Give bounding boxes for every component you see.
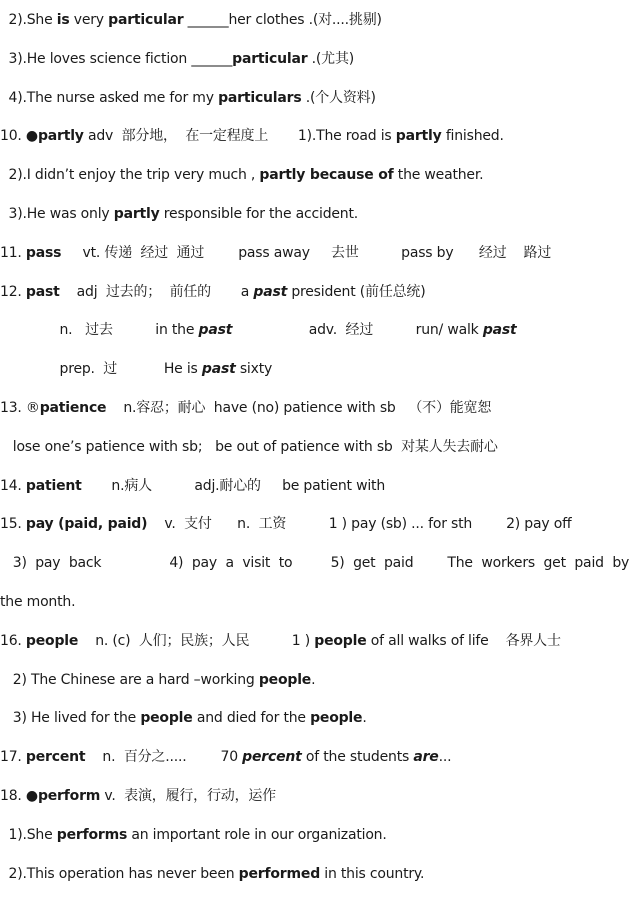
italic-term: percent	[242, 749, 302, 766]
text-segment: the weather.	[393, 167, 484, 184]
text-line	[0, 318, 517, 342]
text-segment: .	[311, 671, 316, 688]
text-segment: of the students	[301, 749, 414, 766]
bold-term: people	[25, 632, 79, 649]
text-segment: president (前任总统)	[287, 283, 426, 300]
text-segment: sixty	[235, 361, 273, 378]
text-segment: 11.	[0, 244, 26, 261]
italic-term: past	[253, 283, 288, 300]
text-line	[0, 163, 483, 187]
text-segment: 3).He was only	[0, 206, 114, 222]
text-segment: adv. 经过 run/ walk	[232, 322, 483, 339]
text-line	[0, 629, 561, 653]
text-segment: ...	[438, 749, 452, 766]
bold-term: pay (paid, paid)	[25, 516, 148, 533]
text-segment: the month.	[0, 594, 76, 610]
text-segment: an important role in our organization.	[127, 826, 387, 843]
bold-term: ●perform	[25, 788, 101, 804]
text-segment: .(尤其)	[307, 50, 355, 67]
text-line	[0, 474, 385, 498]
text-line	[0, 512, 572, 536]
bold-term: pass	[25, 244, 62, 261]
text-segment: v. 表演，履行，行动，运作	[100, 788, 276, 804]
text-segment: n. 过去 in the	[0, 322, 199, 339]
text-segment: n.容忍；耐心 have (no) patience with sb （不）能宽恕	[106, 400, 492, 416]
bold-term: people	[140, 710, 193, 727]
text-line	[0, 784, 276, 808]
text-segment: ______her clothes .(对....挑剔)	[183, 12, 382, 28]
text-segment: 2).I didn’t enjoy the trip very much ,	[0, 167, 260, 184]
bold-term: partly	[113, 206, 160, 222]
bold-term: percent	[25, 749, 86, 766]
text-segment: 3) pay back 4) pay a visit to 5) get paid The workers get paid by	[0, 555, 630, 572]
text-line	[0, 86, 376, 110]
bold-term: particulars	[218, 89, 302, 106]
text-segment: .	[362, 710, 367, 727]
text-segment: 3) He lived for the	[0, 710, 141, 727]
text-segment: 18.	[0, 788, 26, 804]
text-line	[0, 590, 75, 614]
text-line	[0, 47, 354, 71]
bold-term: people	[310, 710, 363, 727]
bold-term: past	[25, 283, 60, 300]
text-segment: responsible for the accident.	[159, 206, 359, 222]
text-segment: 10.	[0, 128, 26, 145]
text-segment: 3).He loves science fiction ______	[0, 50, 233, 67]
text-segment: n.病人 adj.耐心的 be patient with	[81, 477, 385, 494]
text-segment: n. 百分之..... 70	[85, 749, 243, 766]
text-line	[0, 551, 629, 575]
text-line	[0, 706, 367, 730]
text-line	[0, 823, 387, 847]
text-segment: lose one’s patience with sb; be out of patience with sb 对某人失去耐心	[0, 438, 498, 455]
bold-term: is	[56, 12, 70, 28]
text-segment: 2).She	[0, 12, 57, 28]
text-segment: in this country.	[320, 865, 425, 882]
italic-term: past	[482, 322, 517, 339]
text-line	[0, 241, 551, 265]
italic-term: past	[198, 322, 233, 339]
text-line	[0, 668, 315, 692]
text-line	[0, 202, 358, 226]
bold-term: particular	[108, 12, 184, 28]
text-line	[0, 124, 504, 148]
text-line	[0, 357, 272, 381]
bold-term: performs	[56, 826, 128, 843]
text-segment: 16.	[0, 632, 26, 649]
text-line	[0, 280, 426, 304]
bold-term: performed	[238, 865, 321, 882]
text-segment: 2).This operation has never been	[0, 865, 239, 882]
text-segment: 4).The nurse asked me for my	[0, 89, 219, 106]
bold-term: patience	[39, 400, 107, 416]
text-segment: .(个人资料)	[301, 89, 376, 106]
text-segment: adv 部分地， 在一定程度上 1).The road is	[83, 128, 396, 145]
text-line	[0, 396, 491, 420]
bold-term: patient	[25, 477, 82, 494]
text-segment: v. 支付 n. 工资 1 ) pay (sb) ... for sth 2) pay off	[147, 516, 572, 533]
text-line	[0, 745, 451, 769]
text-segment: 2) The Chinese are a hard –working	[0, 671, 259, 688]
text-line	[0, 862, 424, 886]
text-segment: vt. 传递 经过 通过 pass away 去世 pass by 经过 路过	[61, 244, 552, 261]
text-segment: of all walks of life 各界人士	[366, 632, 561, 649]
text-segment: very	[69, 12, 109, 28]
text-segment: prep. 过 He is	[0, 361, 202, 378]
text-segment: 17.	[0, 749, 26, 766]
bold-term: ●partly	[25, 128, 84, 145]
italic-term: are	[413, 749, 439, 766]
italic-term: past	[201, 361, 236, 378]
bold-term: particular	[232, 50, 308, 67]
bold-term: partly	[395, 128, 442, 145]
text-segment: n. (c) 人们；民族；人民 1 )	[78, 632, 315, 649]
text-segment: 15.	[0, 516, 26, 533]
text-line	[0, 8, 382, 32]
text-segment: and died for the	[192, 710, 311, 727]
text-segment: 12.	[0, 283, 26, 300]
text-segment: finished.	[441, 128, 504, 145]
bold-term: partly because of	[259, 167, 394, 184]
text-segment: adj 过去的； 前任的 a	[59, 283, 254, 300]
text-segment: 13. ®	[0, 400, 40, 416]
text-segment: 14.	[0, 477, 26, 494]
text-line	[0, 435, 498, 459]
bold-term: people	[258, 671, 312, 688]
bold-term: people	[314, 632, 367, 649]
text-segment: 1).She	[0, 826, 57, 843]
